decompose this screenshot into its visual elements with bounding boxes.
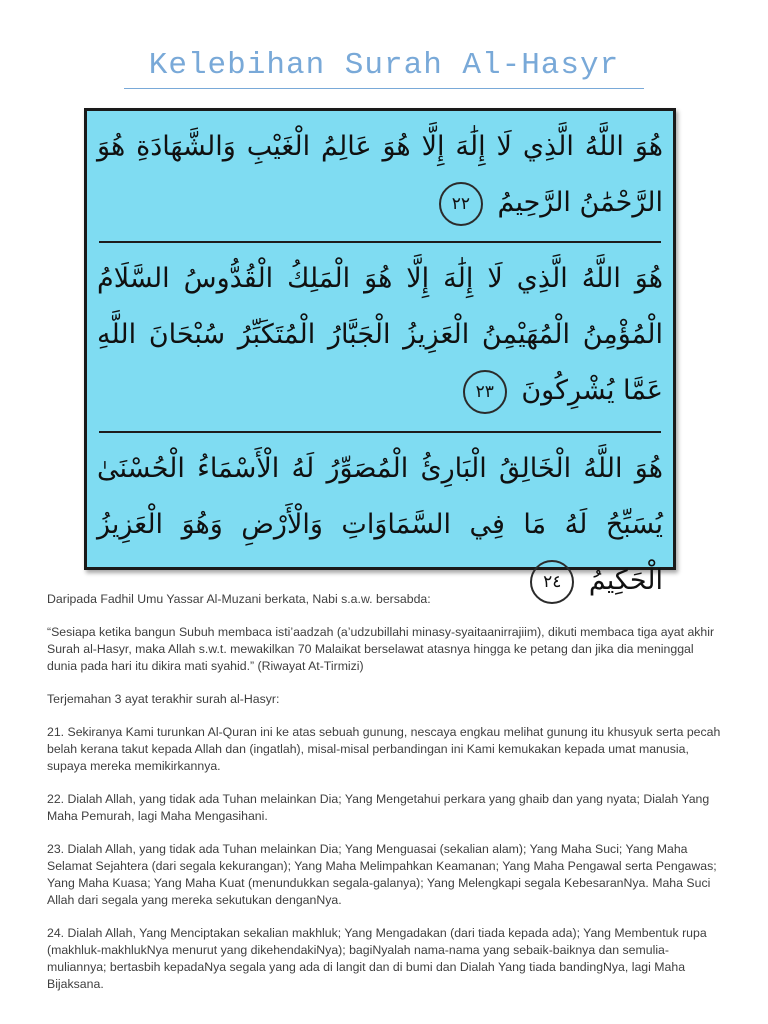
verse-23-number-marker: ٢٣ (463, 370, 507, 414)
page-title: Kelebihan Surah Al-Hasyr (148, 48, 620, 83)
translation-heading: Terjemahan 3 ayat terakhir surah al-Hasyr: (47, 692, 280, 706)
translation-verse-21: 21. Sekiranya Kami turunkan Al-Quran ini ke atas sebuah gunung, nescaya engkau melihat gunung itu khusyuk serta pecah belah kerana takut kepada Allah dan (ingatlah), misal-misal perbandingan ini Kami kemukakan kepada umat manusia, supaya mereka memikirkannya. (47, 725, 721, 773)
article-body (47, 591, 727, 1009)
verse-separator (99, 241, 661, 243)
verse-separator (99, 431, 661, 433)
verse-22-number-marker: ٢٢ (439, 182, 483, 226)
verse-24 (97, 441, 663, 609)
hadith-intro: Daripada Fadhil Umu Yassar Al-Muzani berkata, Nabi s.a.w. bersabda: (47, 592, 431, 606)
translation-verse-24: 24. Dialah Allah, Yang Menciptakan sekalian makhluk; Yang Mengadakan (dari tiada kepada ada); Yang Membentuk rupa (makhluk-makhlukNya menurut yang dikehendakiNya); bagiNyalah nama-nama yang sebaik-baiknya dan semulia-muliannya; bertasbih kepadaNya segala yang ada di langit dan di bumi dan Dialah Yang tiada bandingNya, lagi Maha Bijaksana. (47, 926, 707, 991)
verse-23 (97, 251, 663, 419)
verse-24-text: هُوَ اللَّهُ الْخَالِقُ الْبَارِئُ الْمُصَوِّرُ لَهُ الْأَسْمَاءُ الْحُسْنَىٰ يُسَبِّحُ لَهُ مَا فِي السَّمَاوَاتِ وَالْأَرْضِ وَهُوَ الْعَزِيزُ الْحَكِيمُ (97, 453, 663, 596)
title-underline (124, 88, 644, 89)
quran-verses-image (84, 108, 676, 596)
translation-verse-23: 23. Dialah Allah, yang tidak ada Tuhan melainkan Dia; Yang Menguasai (sekalian alam); Yang Maha Suci; Yang Maha Selamat Sejahtera (dari segala kekurangan); Yang Maha Melimpahkan Keamanan; Yang Maha Pengawal serta Pengawas; Yang Maha Kuasa; Yang Maha Kuat (menundukkan segala-galanya); Yang Melengkapi segala KebesaranNya. Maha Suci Allah dari segala yang mereka sekutukan denganNya. (47, 842, 717, 907)
verse-22 (97, 119, 663, 231)
verse-22-text: هُوَ اللَّهُ الَّذِي لَا إِلَٰهَ إِلَّا هُوَ عَالِمُ الْغَيْبِ وَالشَّهَادَةِ هُوَ الرَّحْمَٰنُ الرَّحِيمُ (97, 131, 663, 218)
verse-24-number-marker: ٢٤ (530, 560, 574, 604)
translation-verse-22: 22. Dialah Allah, yang tidak ada Tuhan melainkan Dia; Yang Mengetahui perkara yang ghaib dan yang nyata; Dialah Yang Maha Pemurah, lagi Maha Mengasihani. (47, 792, 710, 823)
hadith-quote: “Sesiapa ketika bangun Subuh membaca isti’aadzah (a’udzubillahi minasy-syaitaanirrajiim), dikuti membaca tiga ayat akhir Surah al-Hasyr, maka Allah s.w.t. mewakilkan 70 Malaikat berselawat atasnya hingga ke petang dan jika dia meninggal dunia pada hari itu dikira mati syahid.” (Riwayat At-Tirmizi) (47, 625, 715, 673)
verse-23-text: هُوَ اللَّهُ الَّذِي لَا إِلَٰهَ إِلَّا هُوَ الْمَلِكُ الْقُدُّوسُ السَّلَامُ الْمُؤْمِنُ الْمُهَيْمِنُ الْعَزِيزُ الْجَبَّارُ الْمُتَكَبِّرُ سُبْحَانَ اللَّهِ عَمَّا يُشْرِكُونَ (97, 263, 663, 406)
